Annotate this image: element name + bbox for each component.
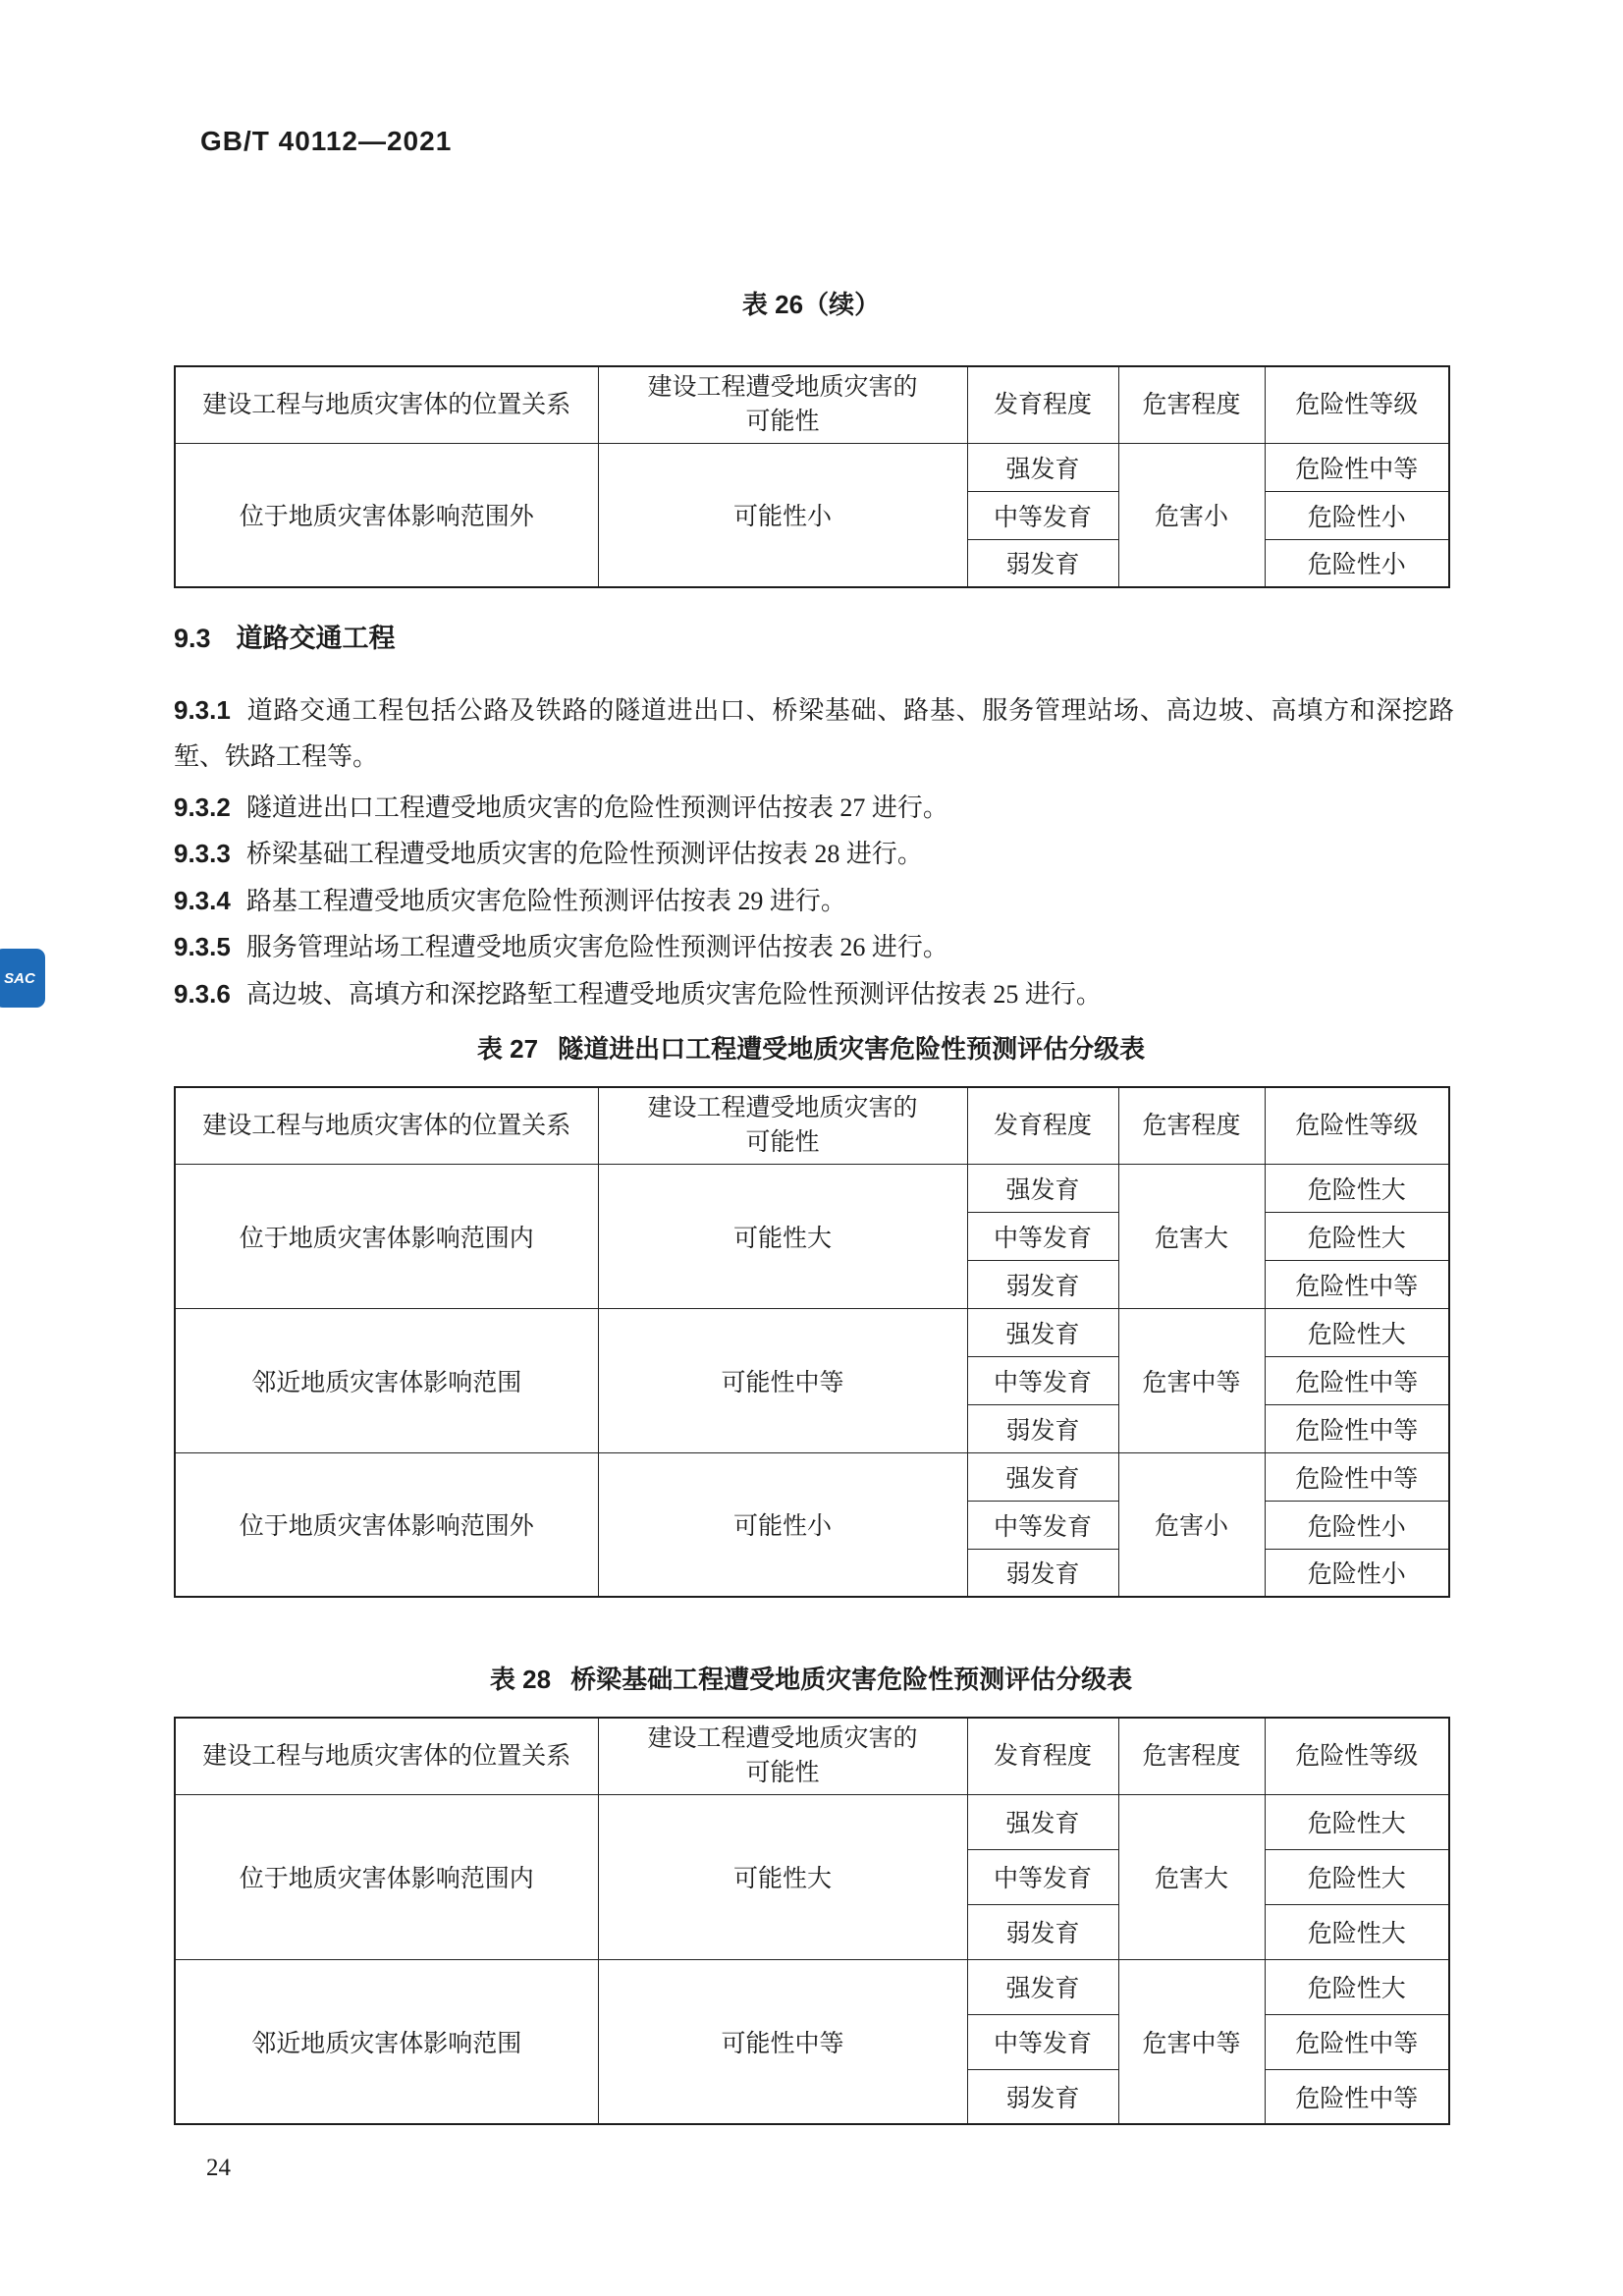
cell-harm: 危害大 <box>1118 1794 1265 1959</box>
header-possibility <box>598 366 967 443</box>
cell-position: 邻近地质灾害体影响范围 <box>175 1959 598 2124</box>
cell-position: 位于地质灾害体影响范围内 <box>175 1794 598 1959</box>
cell-possibility: 可能性小 <box>598 443 967 587</box>
header-risk: 危险性等级 <box>1265 1087 1449 1164</box>
cell-development: 弱发育 <box>967 539 1118 587</box>
table-header-row <box>175 1718 1449 1794</box>
table28-caption-text: 桥梁基础工程遭受地质灾害危险性预测评估分级表 <box>570 1665 1133 1694</box>
header-risk: 危险性等级 <box>1265 1718 1449 1794</box>
cell-development: 中等发育 <box>967 491 1118 539</box>
table-header-row <box>175 366 1449 443</box>
table28-caption <box>174 1660 1448 1696</box>
cell-risk: 危险性大 <box>1265 1308 1449 1356</box>
section-title: 道路交通工程 <box>236 624 396 653</box>
header-possibility <box>598 1087 967 1164</box>
cell-development: 弱发育 <box>967 2069 1118 2124</box>
table27 <box>174 1086 1450 1598</box>
table27-caption-text: 隧道进出口工程遭受地质灾害危险性预测评估分级表 <box>558 1034 1146 1064</box>
table-row <box>175 1308 1449 1356</box>
cell-harm: 危害中等 <box>1118 1308 1265 1452</box>
cell-possibility: 可能性中等 <box>598 1959 967 2124</box>
clause-9-3-6 <box>174 971 1454 1017</box>
cell-harm: 危害小 <box>1118 443 1265 587</box>
clause-text: 道路交通工程包括公路及铁路的隧道进出口、桥梁基础、路基、服务管理站场、高边坡、高填方和深挖路堑、铁路工程等。 <box>174 696 1454 771</box>
section-heading <box>174 617 396 655</box>
clause-text: 路基工程遭受地质灾害危险性预测评估按表 29 进行。 <box>245 887 846 915</box>
cell-risk: 危险性小 <box>1265 1549 1449 1597</box>
cell-possibility: 可能性大 <box>598 1164 967 1308</box>
cell-risk: 危险性大 <box>1265 1212 1449 1260</box>
table26 <box>174 365 1450 588</box>
cell-development: 强发育 <box>967 1794 1118 1849</box>
header-position: 建设工程与地质灾害体的位置关系 <box>175 1718 598 1794</box>
cell-development: 中等发育 <box>967 1212 1118 1260</box>
header-development: 发育程度 <box>967 1718 1118 1794</box>
cell-development: 中等发育 <box>967 1356 1118 1404</box>
header-position: 建设工程与地质灾害体的位置关系 <box>175 366 598 443</box>
cell-risk: 危险性大 <box>1265 1849 1449 1904</box>
cell-risk: 危险性大 <box>1265 1794 1449 1849</box>
header-possibility-line2: 可能性 <box>745 1760 820 1787</box>
table28-caption-label: 表 28 <box>489 1665 552 1694</box>
header-possibility-line2: 可能性 <box>745 1129 820 1157</box>
header-possibility-line1: 建设工程遭受地质灾害的 <box>647 1095 918 1122</box>
clause-text: 桥梁基础工程遭受地质灾害的危险性预测评估按表 28 进行。 <box>245 840 923 868</box>
clause-number: 9.3.5 <box>174 932 231 961</box>
header-possibility <box>598 1718 967 1794</box>
cell-possibility: 可能性大 <box>598 1794 967 1959</box>
cell-risk: 危险性大 <box>1265 1164 1449 1212</box>
sac-logo-text: SAC <box>4 969 35 987</box>
cell-position: 邻近地质灾害体影响范围 <box>175 1308 598 1452</box>
cell-risk: 危险性中等 <box>1265 443 1449 491</box>
cell-risk: 危险性大 <box>1265 1904 1449 1959</box>
table-row <box>175 1452 1449 1501</box>
cell-harm: 危害中等 <box>1118 1959 1265 2124</box>
header-risk: 危险性等级 <box>1265 366 1449 443</box>
clause-number: 9.3.1 <box>174 695 231 725</box>
cell-risk: 危险性中等 <box>1265 1404 1449 1452</box>
header-possibility-line1: 建设工程遭受地质灾害的 <box>647 374 918 402</box>
cell-development: 强发育 <box>967 1164 1118 1212</box>
header-harm: 危害程度 <box>1118 1087 1265 1164</box>
clause-9-3-3 <box>174 831 1454 877</box>
cell-risk: 危险性中等 <box>1265 1452 1449 1501</box>
cell-development: 弱发育 <box>967 1904 1118 1959</box>
clause-number: 9.3.3 <box>174 839 231 868</box>
table28 <box>174 1717 1450 2125</box>
cell-risk: 危险性中等 <box>1265 2014 1449 2069</box>
header-position: 建设工程与地质灾害体的位置关系 <box>175 1087 598 1164</box>
table-row <box>175 443 1449 491</box>
clause-text: 隧道进出口工程遭受地质灾害的危险性预测评估按表 27 进行。 <box>245 793 948 822</box>
clause-number: 9.3.6 <box>174 979 231 1009</box>
cell-harm: 危害小 <box>1118 1452 1265 1597</box>
cell-possibility: 可能性小 <box>598 1452 967 1597</box>
cell-development: 中等发育 <box>967 2014 1118 2069</box>
cell-development: 中等发育 <box>967 1501 1118 1549</box>
table26-caption: 表 26（续） <box>741 290 881 319</box>
table27-caption <box>174 1029 1448 1066</box>
cell-position: 位于地质灾害体影响范围内 <box>175 1164 598 1308</box>
page-number: 24 <box>206 2155 231 2181</box>
clause-number: 9.3.2 <box>174 793 231 822</box>
header-harm: 危害程度 <box>1118 366 1265 443</box>
cell-risk: 危险性大 <box>1265 1959 1449 2014</box>
cell-development: 强发育 <box>967 1308 1118 1356</box>
section-number: 9.3 <box>174 624 211 653</box>
cell-risk: 危险性小 <box>1265 539 1449 587</box>
cell-risk: 危险性中等 <box>1265 1260 1449 1308</box>
table27-caption-label: 表 27 <box>476 1034 539 1064</box>
cell-development: 弱发育 <box>967 1260 1118 1308</box>
clause-number: 9.3.4 <box>174 886 231 915</box>
cell-development: 强发育 <box>967 443 1118 491</box>
cell-position: 位于地质灾害体影响范围外 <box>175 1452 598 1597</box>
clause-9-3-2 <box>174 785 1454 831</box>
cell-risk: 危险性小 <box>1265 1501 1449 1549</box>
header-development: 发育程度 <box>967 366 1118 443</box>
cell-development: 中等发育 <box>967 1849 1118 1904</box>
cell-position: 位于地质灾害体影响范围外 <box>175 443 598 587</box>
table-row <box>175 1164 1449 1212</box>
cell-risk: 危险性小 <box>1265 491 1449 539</box>
clause-9-3-1 <box>174 687 1454 780</box>
header-harm: 危害程度 <box>1118 1718 1265 1794</box>
cell-risk: 危险性中等 <box>1265 1356 1449 1404</box>
clause-text: 高边坡、高填方和深挖路堑工程遭受地质灾害危险性预测评估按表 25 进行。 <box>245 980 1102 1009</box>
clause-text: 服务管理站场工程遭受地质灾害危险性预测评估按表 26 进行。 <box>245 933 948 961</box>
header-possibility-line2: 可能性 <box>745 409 820 436</box>
header-possibility-line1: 建设工程遭受地质灾害的 <box>647 1725 918 1753</box>
cell-possibility: 可能性中等 <box>598 1308 967 1452</box>
table-row <box>175 1959 1449 2014</box>
clause-9-3-4 <box>174 878 1454 924</box>
cell-risk: 危险性中等 <box>1265 2069 1449 2124</box>
cell-development: 弱发育 <box>967 1404 1118 1452</box>
clause-9-3-5 <box>174 924 1454 970</box>
doc-code: GB/T 40112—2021 <box>200 126 453 156</box>
cell-development: 弱发育 <box>967 1549 1118 1597</box>
cell-development: 强发育 <box>967 1959 1118 2014</box>
table-header-row <box>175 1087 1449 1164</box>
sac-logo <box>0 949 45 1008</box>
header-development: 发育程度 <box>967 1087 1118 1164</box>
cell-harm: 危害大 <box>1118 1164 1265 1308</box>
cell-development: 强发育 <box>967 1452 1118 1501</box>
table-row <box>175 1794 1449 1849</box>
